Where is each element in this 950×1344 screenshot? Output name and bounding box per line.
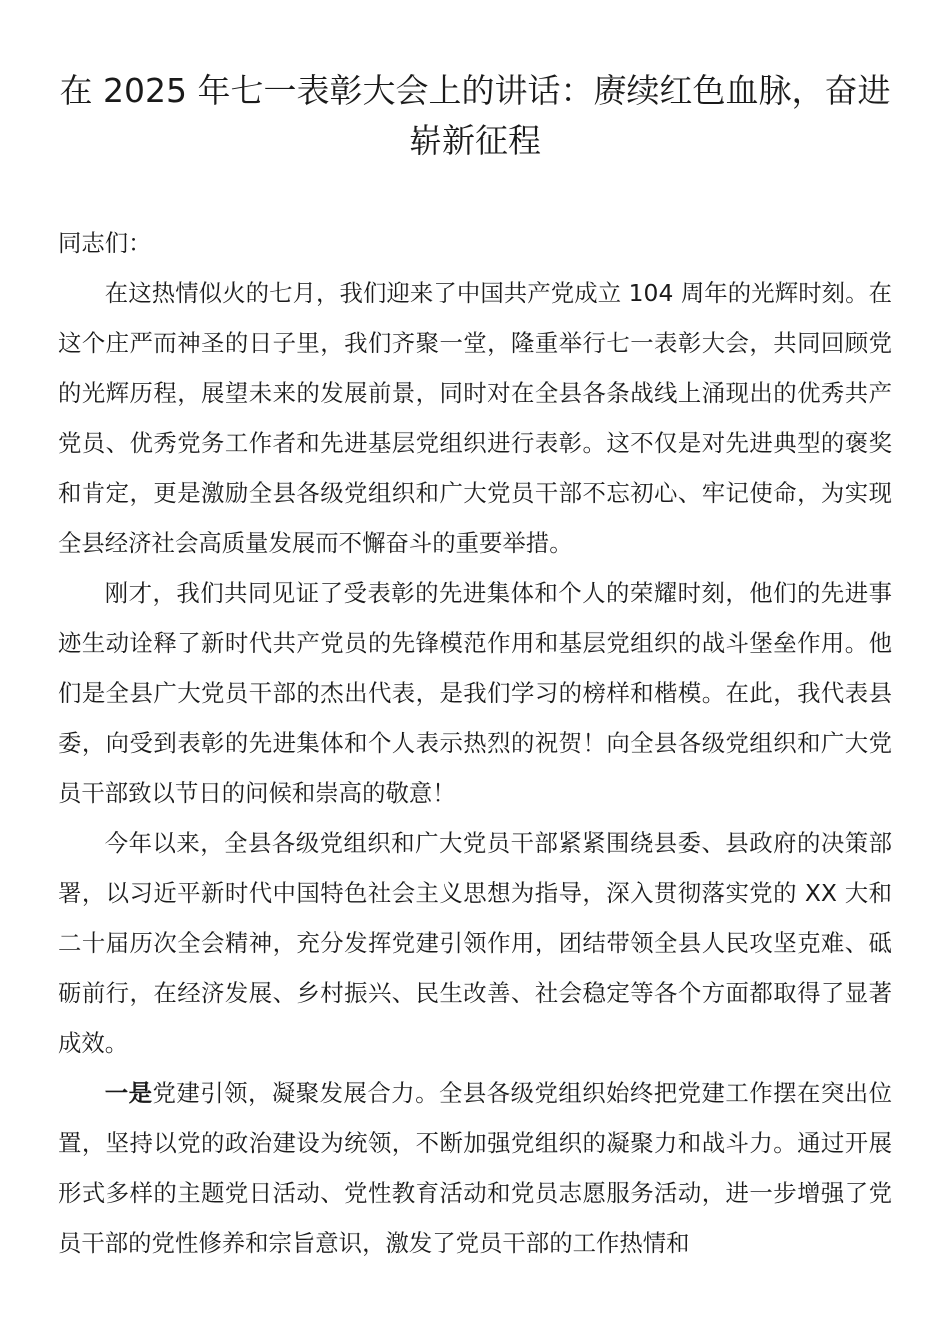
paragraph-2	[58, 568, 892, 818]
document-title: 在 2025 年七一表彰大会上的讲话：赓续红色血脉，奋进崭新征程	[59, 71, 891, 160]
paragraph-4-lead: 一是	[104, 1079, 153, 1107]
paragraph-1-text: 在这热情似火的七月，我们迎来了中国共产党成立 104 周年的光辉时刻。在这个庄严而神圣的日子里，我们齐聚一堂，隆重举行七一表彰大会，共同回顾党的光辉历程，展望未来的发展前景，同时对在全县各条战线上涌现出的优秀共产党员、优秀党务工作者和先进基层党组织进行表彰。这不仅是对先进典型的褒奖和肯定，更是激励全县各级党组织和广大党员干部不忘初心、牢记使命，为实现全县经济社会高质量发展而不懈奋斗的重要举措。	[58, 279, 892, 557]
paragraph-4	[58, 1068, 892, 1268]
paragraph-3-text: 今年以来，全县各级党组织和广大党员干部紧紧围绕县委、县政府的决策部署，以习近平新时代中国特色社会主义思想为指导，深入贯彻落实党的 XX 大和二十届历次全会精神，充分发挥党建引领作用，团结带领全县人民攻坚克难、砥砺前行，在经济发展、乡村振兴、民生改善、社会稳定等各个方面都取得了显著成效。	[58, 829, 892, 1057]
paragraph-4-text: 党建引领，凝聚发展合力。全县各级党组织始终把党建工作摆在突出位置，坚持以党的政治建设为统领，不断加强党组织的凝聚力和战斗力。通过开展形式多样的主题党日活动、党性教育活动和党员志愿服务活动，进一步增强了党员干部的党性修养和宗旨意识，激发了党员干部的工作热情和	[58, 1079, 893, 1257]
paragraph-1	[58, 268, 892, 568]
paragraph-3	[58, 818, 892, 1068]
paragraph-2-text: 刚才，我们共同见证了受表彰的先进集体和个人的荣耀时刻，他们的先进事迹生动诠释了新时代共产党员的先锋模范作用和基层党组织的战斗堡垒作用。他们是全县广大党员干部的杰出代表，是我们学习的榜样和楷模。在此，我代表县委，向受到表彰的先进集体和个人表示热烈的祝贺！向全县各级党组织和广大党员干部致以节日的问候和崇高的敬意！	[58, 579, 892, 807]
document-body	[58, 218, 892, 1268]
salutation: 同志们：	[58, 229, 152, 257]
